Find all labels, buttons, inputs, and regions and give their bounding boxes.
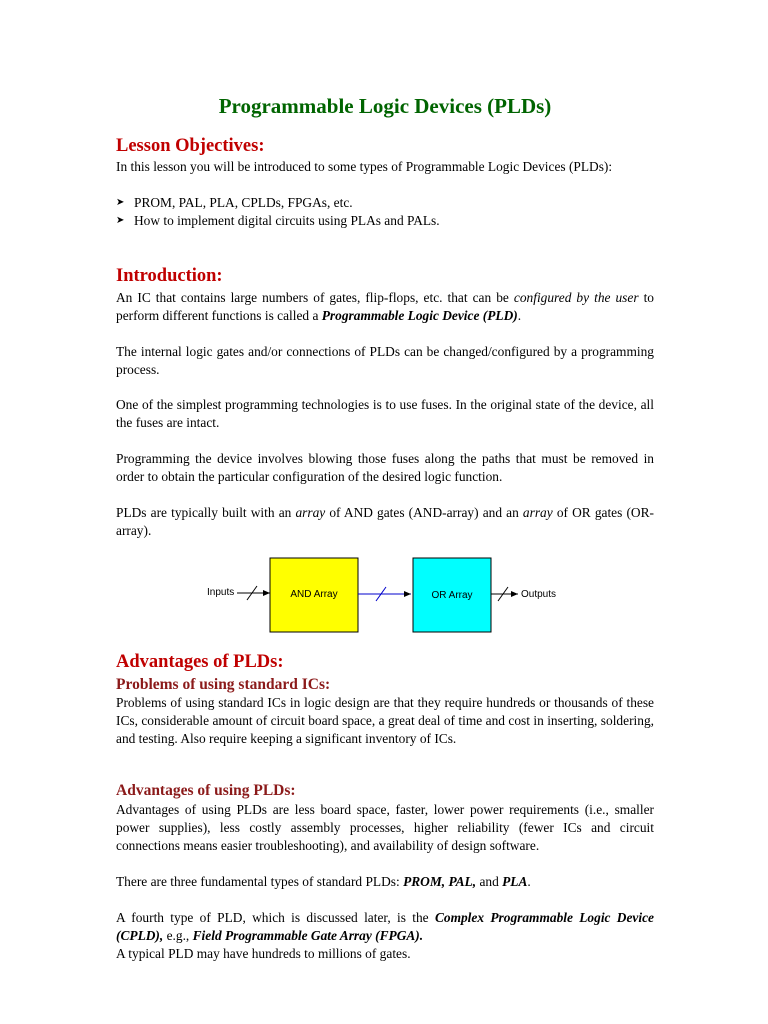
intro-paragraph-5: PLDs are typically built with an array of AND gates (AND-array) and an array of OR gates (OR-array). bbox=[116, 505, 654, 538]
introduction-heading: Introduction: bbox=[116, 266, 223, 286]
objectives-list bbox=[116, 194, 654, 230]
fourth-type-paragraph: A fourth type of PLD, which is discussed later, is the Complex Programmable Logic Device (CPLD), e.g., Field Programmable Gate Array (FPGA). bbox=[116, 910, 654, 943]
advantages-section bbox=[116, 801, 654, 963]
outputs-label: Outputs bbox=[521, 589, 557, 600]
problems-section bbox=[116, 694, 654, 748]
intro-paragraph-1: An IC that contains large numbers of gates, flip-flops, etc. that can be configured by the user to perform different functions is called a Programmable Logic Device (PLD). bbox=[116, 290, 654, 323]
arrow-bullet-icon: ➤ bbox=[116, 197, 125, 208]
arrow-bullet-icon: ➤ bbox=[116, 215, 125, 226]
introduction-section bbox=[116, 289, 654, 540]
and-array-label: AND Array bbox=[290, 589, 338, 600]
intro-paragraph-3: One of the simplest programming technologies is to use fuses. In the original state of the device, all the fuses are intact. bbox=[116, 397, 654, 430]
typical-pld-paragraph: A typical PLD may have hundreds to millions of gates. bbox=[116, 946, 411, 961]
inputs-label: Inputs bbox=[207, 587, 235, 598]
objectives-intro: In this lesson you will be introduced to some types of Programmable Logic Devices (PLDs): bbox=[116, 159, 613, 174]
plds-types-paragraph: There are three fundamental types of standard PLDs: PROM, PAL, and PLA. bbox=[116, 874, 531, 889]
advantages-paragraph: Advantages of using PLDs are less board space, faster, lower power requirements (i.e., smaller power supplies), less costly assembly processes, higher reliability (fewer ICs and circuit connections means easier troubleshooting), and availability of design software. bbox=[116, 802, 654, 853]
page-title: Programmable Logic Devices (PLDs) bbox=[218, 94, 552, 118]
or-array-label: OR Array bbox=[431, 590, 473, 601]
list-item: ➤ How to implement digital circuits using PLAs and PALs. bbox=[116, 213, 440, 228]
problems-subheading: Problems of using standard ICs: bbox=[116, 676, 331, 693]
pld-block-diagram bbox=[204, 556, 574, 636]
problems-paragraph: Problems of using standard ICs in logic design are that they require hundreds or thousands of these ICs, considerable amount of circuit board space, a great deal of time and cost in inserting, soldering, and testing. Also require keeping a significant inventory of ICs. bbox=[116, 695, 654, 746]
objectives-section bbox=[116, 158, 654, 230]
advantages-subheading: Advantages of using PLDs: bbox=[116, 782, 296, 799]
advantages-heading: Advantages of PLDs: bbox=[116, 652, 284, 672]
list-item: ➤ PROM, PAL, PLA, CPLDs, FPGAs, etc. bbox=[116, 195, 353, 210]
intro-paragraph-2: The internal logic gates and/or connections of PLDs can be changed/configured by a programming process. bbox=[116, 344, 654, 377]
intro-paragraph-4: Programming the device involves blowing those fuses along the paths that must be removed in order to obtain the particular configuration of the desired logic function. bbox=[116, 451, 654, 484]
lesson-objectives-heading: Lesson Objectives: bbox=[116, 136, 265, 156]
